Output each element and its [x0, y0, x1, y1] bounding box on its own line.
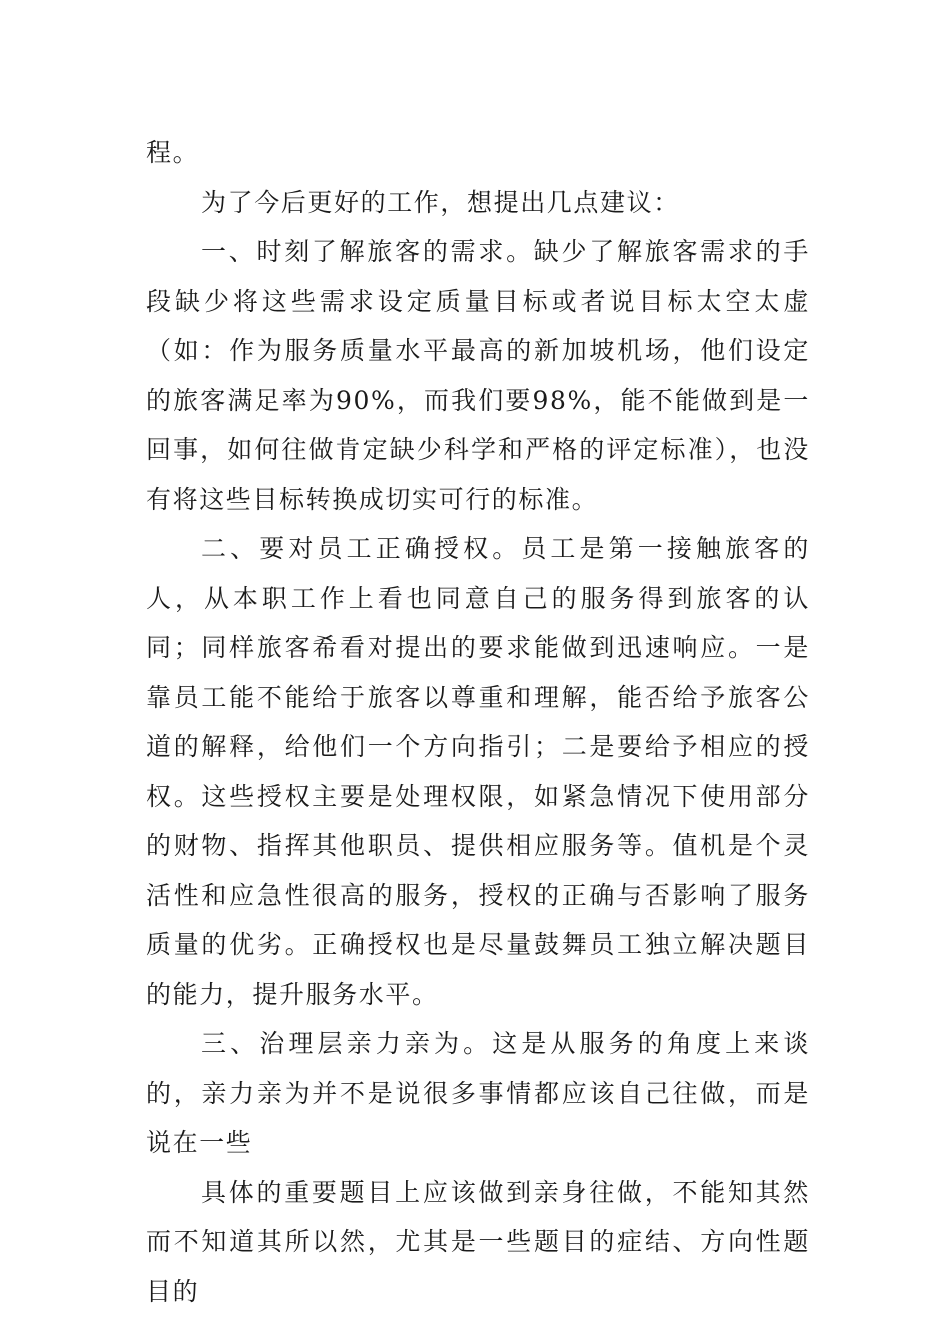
paragraph-2: 为了今后更好的工作，想提出几点建议：	[201, 187, 680, 217]
document-body	[146, 128, 810, 1316]
paragraph-4: 二、要对员工正确授权。员工是第一接触旅客的人，从本职工作上看也同意自己的服务得到旅客的认同；同样旅客希看对提出的要求能做到迅速响应。一是靠员工能不能给于旅客以尊重和理解，能否给予旅客公道的解释，给他们一个方向指引；二是要给予相应的授权。这些授权主要是处理权限，如紧急情况下使用部分的财物、指挥其他职员、提供相应服务等。值机是个灵活性和应急性很高的服务，授权的正确与否影响了服务质量的优劣。正确授权也是尽量鼓舞员工独立解决题目的能力，提升服务水平。	[146, 534, 810, 1009]
paragraph-5: 三、治理层亲力亲为。这是从服务的角度上来谈的，亲力亲为并不是说很多事情都应该自己往做，而是说在一些	[146, 1029, 810, 1157]
paragraph-3: 一、时刻了解旅客的需求。缺少了解旅客需求的手段缺少将这些需求设定质量目标或者说目标太空太虚（如：作为服务质量水平最高的新加坡机场，他们设定的旅客满足率为90%，而我们要98%，能不能做到是一回事，如何往做肯定缺少科学和严格的评定标准），也没有将这些目标转换成切实可行的标准。	[146, 237, 810, 514]
paragraph-1: 程。	[146, 138, 200, 167]
paragraph-6: 具体的重要题目上应该做到亲身往做，不能知其然而不知道其所以然，尤其是一些题目的症结、方向性题目的	[146, 1177, 810, 1306]
